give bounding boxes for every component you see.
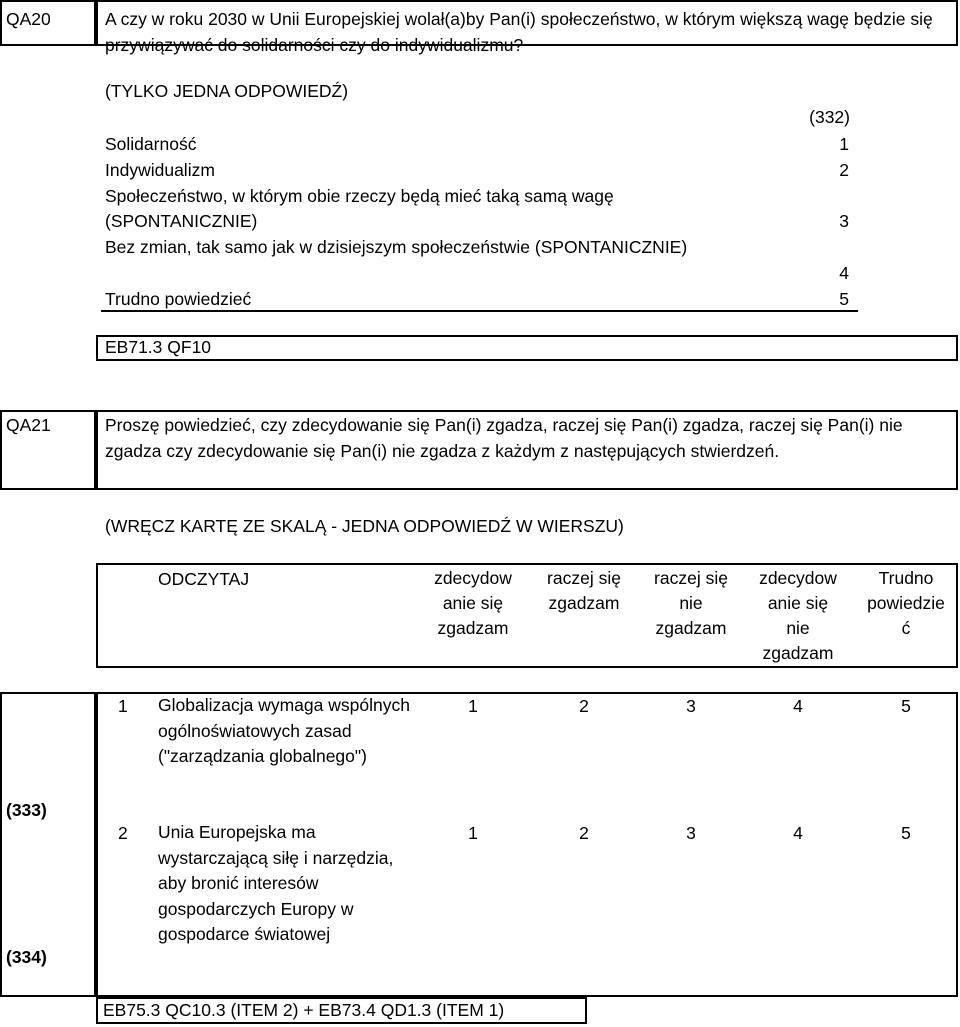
scale-header-dont-know [856,566,956,641]
header-line: anie się [442,593,504,613]
header-line: ć [901,618,911,638]
qa21-read-label: ODCZYTAJ [158,569,250,589]
qa20-answer-code: 5 [839,289,849,309]
qa20-answer-label: Trudno powiedzieć [105,289,252,309]
qa21-source: EB75.3 QC10.3 (ITEM 2) + EB73.4 QD1.3 (ITEM 1) [103,1000,505,1020]
qa20-answer-label: Indywidualizm [105,160,215,180]
header-line: zdecydow [434,568,512,588]
qa20-answer-label: Bez zmian, tak samo jak w dzisiejszym społeczeństwie (SPONTANICZNIE) [105,237,688,257]
qa20-instruction: (TYLKO JEDNA ODPOWIEDŹ) [105,81,349,101]
scale-value: 5 [901,696,911,716]
scale-value: 3 [686,823,696,843]
qa20-answer-label: Solidarność [105,134,197,154]
scale-header-strongly-agree [423,566,523,641]
qa20-answer-code: 4 [839,263,849,283]
scale-value: 3 [686,696,696,716]
scale-header-agree [534,566,634,616]
qa20-answer-code: 2 [839,160,849,180]
qa21-code: QA21 [6,415,51,435]
scale-value: 2 [579,696,589,716]
header-line: Trudno [878,568,934,588]
table-row-text: Globalizacja wymaga wspólnych ogólnoświatowych zasad ("zarządzania globalnego") [158,695,410,766]
scale-header-disagree [641,566,741,641]
qa20-source-box [96,335,958,361]
scale-value: 4 [793,823,803,843]
qa21-question: Proszę powiedzieć, czy zdecydowanie się Pan(i) zgadza, raczej się Pan(i) zgadza, raczej się Pan(i) nie zgadza czy zdecydowanie się Pan(i) nie zgadza z każdym z następujących stwierdzeń. [105,415,903,461]
header-line: zdecydow [759,568,837,588]
header-line: zgadzam [548,593,620,613]
qa20-code: QA20 [6,9,51,29]
qa21-item-code: (333) [6,800,47,820]
header-line: raczej się [654,568,728,588]
table-row-number: 2 [118,823,128,843]
scale-value: 1 [468,696,478,716]
qa20-column-code: (332) [809,107,850,127]
qa21-instruction: (WRĘCZ KARTĘ ZE SKALĄ - JEDNA ODPOWIEDŹ W WIERSZU) [105,516,624,536]
qa20-answer-code: 3 [839,211,849,231]
header-line: powiedzie [867,593,945,613]
header-line: anie się [767,593,829,613]
header-line: zgadzam [437,618,509,638]
scale-value: 4 [793,696,803,716]
qa20-answer-label: Społeczeństwo, w którym obie rzeczy będą mieć taką samą wagę [105,186,614,206]
header-line: zgadzam [655,618,727,638]
qa20-answer-code: 1 [839,134,849,154]
header-line: raczej się [547,568,621,588]
scale-value: 2 [579,823,589,843]
header-line: zgadzam [762,643,834,663]
table-row-number: 1 [118,696,128,716]
qa20-question: A czy w roku 2030 w Unii Europejskiej wolał(a)by Pan(i) społeczeństwo, w którym większą wagę będzie się przywiązywać do solidarności czy do indywidualizmu? [105,9,933,55]
header-line: nie [786,618,810,638]
qa20-answers-underline [101,310,858,312]
header-line: nie [679,593,703,613]
table-row-text: Unia Europejska ma wystarczającą siłę i narzędzia, aby bronić interesów gospodarczych Europy w gospodarce światowej [158,822,394,944]
scale-value: 5 [901,823,911,843]
scale-value: 1 [468,823,478,843]
qa20-answer-label-cont: (SPONTANICZNIE) [105,211,258,231]
scale-header-strongly-disagree [748,566,848,666]
qa20-source: EB71.3 QF10 [105,337,212,357]
qa21-item-code: (334) [6,947,47,967]
